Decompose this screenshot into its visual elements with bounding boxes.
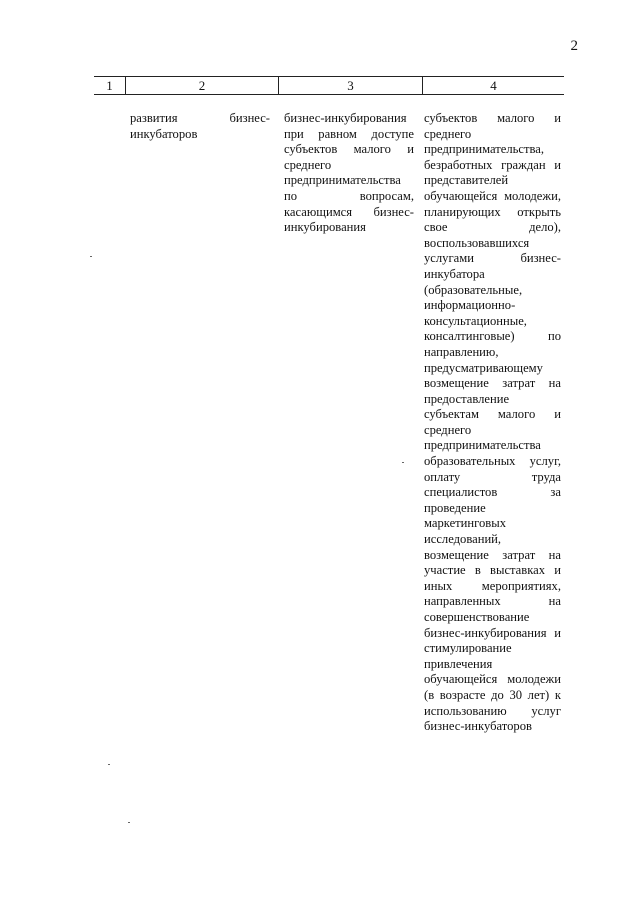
page-number: 2	[570, 38, 578, 54]
header-cell-3: 3	[279, 77, 423, 94]
header-cell-1: 1	[94, 77, 126, 94]
table-cell-col-3: бизнес-инкубирования при равном доступе субъектов малого и среднего предпринимательства по вопросам, касающимся бизнес-инкубирования	[284, 111, 414, 235]
table-cell-col-2: развития бизнес-инкубаторов	[130, 111, 270, 141]
scan-speck	[90, 256, 92, 257]
table-header-row	[94, 76, 564, 95]
header-cell-4: 4	[490, 78, 497, 93]
header-cell-2: 2	[126, 77, 279, 94]
scan-speck	[128, 822, 130, 823]
scan-speck	[402, 462, 404, 463]
scan-speck	[108, 764, 110, 765]
table-cell-col-4: субъектов малого и среднего предпринимательства, безработных граждан и представителей обучающейся молодежи, планирующих открыть свое дело), воспользовавшихся услугами бизнес-инкубатора (образовательные, информационно-консультационные, консалтинговые) по направлению, предусматривающему возмещение затрат на предоставление субъектам малого и среднего предпринимательства образовательных услуг, оплату труда специалистов за проведение маркетинговых исследований, возмещение затрат на участие в выставках и иных мероприятиях, направленных на совершенствование бизнес-инкубирования и стимулирование привлечения обучающейся молодежи (в возрасте до 30 лет) к использованию услуг бизнес-инкубаторов	[424, 111, 561, 734]
